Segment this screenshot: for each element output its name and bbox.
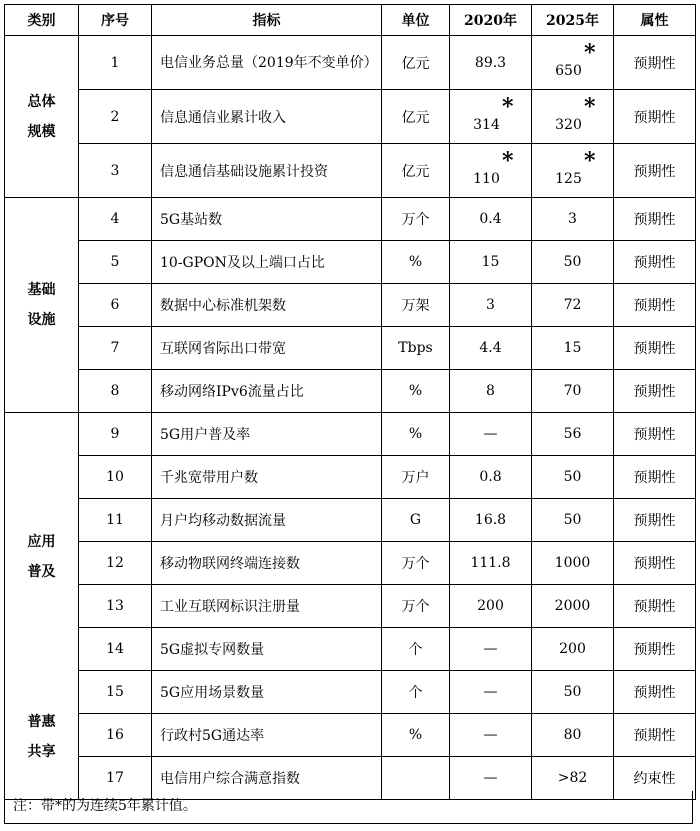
- category-scale: 总体 规模: [5, 36, 79, 198]
- category-share-label: 普惠 共享: [27, 714, 56, 760]
- cell-indicator: 月户均移动数据流量: [152, 499, 382, 542]
- cell-attribute: 预期性: [614, 370, 696, 413]
- cell-unit: 万户: [382, 456, 450, 499]
- cell-indicator: 5G虚拟专网数量: [152, 628, 382, 671]
- star-marker: *: [584, 148, 596, 174]
- cell-2020: 200: [450, 585, 532, 628]
- cell-2025: 15: [532, 327, 614, 370]
- cell-2020: 8: [450, 370, 532, 413]
- cell-number: 5: [79, 241, 152, 284]
- cell-2020: 15: [450, 241, 532, 284]
- header-2020: 2020年: [450, 5, 532, 36]
- value-text: 650: [555, 62, 582, 79]
- cell-unit: 万个: [382, 585, 450, 628]
- indicator-table: [4, 4, 696, 800]
- value-text: 110: [473, 170, 500, 187]
- cell-number: 13: [79, 585, 152, 628]
- cell-indicator: 互联网省际出口带宽: [152, 327, 382, 370]
- cell-attribute: 预期性: [614, 628, 696, 671]
- cell-2020: 16.8: [450, 499, 532, 542]
- table-row: [5, 671, 696, 714]
- cell-unit: 亿元: [382, 36, 450, 90]
- cell-number: 3: [79, 144, 152, 198]
- cell-unit: 万个: [382, 542, 450, 585]
- cell-2025: 2000: [532, 585, 614, 628]
- cell-indicator: 电信用户综合满意指数: [152, 757, 382, 800]
- category-application: [5, 413, 79, 800]
- cell-unit: 亿元: [382, 144, 450, 198]
- header-2025: 2025年: [532, 5, 614, 36]
- cell-attribute: 预期性: [614, 499, 696, 542]
- cell-attribute: 预期性: [614, 585, 696, 628]
- cell-2020: —: [450, 714, 532, 757]
- cell-2025: [532, 144, 614, 198]
- cell-number: 11: [79, 499, 152, 542]
- cell-number: 14: [79, 628, 152, 671]
- cell-attribute: 预期性: [614, 36, 696, 90]
- cell-attribute: 预期性: [614, 241, 696, 284]
- cell-unit: 个: [382, 628, 450, 671]
- cell-2025: [532, 36, 614, 90]
- cell-number: 6: [79, 284, 152, 327]
- header-number: 序号: [79, 5, 152, 36]
- cell-number: 10: [79, 456, 152, 499]
- cell-2025: 80: [532, 714, 614, 757]
- value-text: 314: [473, 116, 500, 133]
- cell-2020: —: [450, 671, 532, 714]
- cell-2025: 70: [532, 370, 614, 413]
- cell-2020: 111.8: [450, 542, 532, 585]
- cell-attribute: 预期性: [614, 456, 696, 499]
- cell-2020: —: [450, 628, 532, 671]
- table-row: [5, 714, 696, 757]
- cell-2020: —: [450, 413, 532, 456]
- cell-attribute: 约束性: [614, 757, 696, 800]
- table-row: [5, 413, 696, 456]
- cell-2025: 50: [532, 241, 614, 284]
- cell-indicator: 信息通信基础设施累计投资: [152, 144, 382, 198]
- cell-attribute: 预期性: [614, 144, 696, 198]
- cell-2020: 4.4: [450, 327, 532, 370]
- cell-2020: [450, 144, 532, 198]
- cell-indicator: 千兆宽带用户数: [152, 456, 382, 499]
- table-row: [5, 241, 696, 284]
- cell-indicator: 电信业务总量（2019年不变单价）: [152, 36, 382, 90]
- cell-unit: %: [382, 413, 450, 456]
- cell-attribute: 预期性: [614, 284, 696, 327]
- cell-attribute: 预期性: [614, 413, 696, 456]
- table-row: [5, 284, 696, 327]
- cell-unit: 亿元: [382, 90, 450, 144]
- cell-indicator: 10-GPON及以上端口占比: [152, 241, 382, 284]
- cell-2025: 50: [532, 456, 614, 499]
- cell-unit: 个: [382, 671, 450, 714]
- cell-number: 15: [79, 671, 152, 714]
- cell-indicator: 5G应用场景数量: [152, 671, 382, 714]
- cell-2025: 200: [532, 628, 614, 671]
- cell-unit: G: [382, 499, 450, 542]
- table-row: [5, 370, 696, 413]
- header-unit: 单位: [382, 5, 450, 36]
- table-row: [5, 36, 696, 90]
- category-infrastructure: 基础 设施: [5, 198, 79, 413]
- cell-indicator: 5G用户普及率: [152, 413, 382, 456]
- cell-unit: 万架: [382, 284, 450, 327]
- star-marker: *: [584, 94, 596, 120]
- cell-2025: 3: [532, 198, 614, 241]
- cell-number: 1: [79, 36, 152, 90]
- table-row: [5, 456, 696, 499]
- cell-indicator: 数据中心标准机架数: [152, 284, 382, 327]
- cell-indicator: 移动物联网终端连接数: [152, 542, 382, 585]
- table-row: [5, 327, 696, 370]
- cell-number: 16: [79, 714, 152, 757]
- star-marker: *: [584, 40, 596, 66]
- table-row: [5, 628, 696, 671]
- cell-indicator: 5G基站数: [152, 198, 382, 241]
- table-row: [5, 144, 696, 198]
- cell-2025: [532, 90, 614, 144]
- cell-number: 12: [79, 542, 152, 585]
- header-indicator: 指标: [152, 5, 382, 36]
- cell-number: 8: [79, 370, 152, 413]
- cell-unit: %: [382, 241, 450, 284]
- header-category: 类别: [5, 5, 79, 36]
- cell-unit: %: [382, 370, 450, 413]
- cell-indicator: 工业互联网标识注册量: [152, 585, 382, 628]
- table-row: [5, 585, 696, 628]
- cell-2025: 1000: [532, 542, 614, 585]
- cell-indicator: 移动网络IPv6流量占比: [152, 370, 382, 413]
- cell-attribute: 预期性: [614, 327, 696, 370]
- cell-indicator: 信息通信业累计收入: [152, 90, 382, 144]
- footnote: 注：带*的为连续5年累计值。: [4, 791, 693, 824]
- cell-attribute: 预期性: [614, 542, 696, 585]
- cell-attribute: 预期性: [614, 198, 696, 241]
- table-row: [5, 542, 696, 585]
- cell-2025: 56: [532, 413, 614, 456]
- value-text: 320: [555, 116, 582, 133]
- cell-2025: 50: [532, 671, 614, 714]
- category-application-label: 应用 普及: [27, 534, 56, 580]
- cell-2025: >82: [532, 757, 614, 800]
- cell-2020: 0.4: [450, 198, 532, 241]
- cell-attribute: 预期性: [614, 714, 696, 757]
- cell-2025: 50: [532, 499, 614, 542]
- header-attribute: 属性: [614, 5, 696, 36]
- cell-2020: —: [450, 757, 532, 800]
- cell-2020: 89.3: [450, 36, 532, 90]
- cell-indicator: 行政村5G通达率: [152, 714, 382, 757]
- cell-number: 7: [79, 327, 152, 370]
- cell-2025: 72: [532, 284, 614, 327]
- cell-unit: %: [382, 714, 450, 757]
- cell-number: 17: [79, 757, 152, 800]
- cell-attribute: 预期性: [614, 90, 696, 144]
- cell-2020: 3: [450, 284, 532, 327]
- cell-unit: Tbps: [382, 327, 450, 370]
- cell-number: 9: [79, 413, 152, 456]
- table-row: [5, 90, 696, 144]
- cell-unit: 万个: [382, 198, 450, 241]
- star-marker: *: [502, 148, 514, 174]
- table-row: [5, 499, 696, 542]
- cell-number: 2: [79, 90, 152, 144]
- table-row: [5, 198, 696, 241]
- cell-number: 4: [79, 198, 152, 241]
- cell-2020: 0.8: [450, 456, 532, 499]
- header-row: [5, 5, 696, 36]
- cell-2020: [450, 90, 532, 144]
- value-text: 125: [555, 170, 582, 187]
- cell-attribute: 预期性: [614, 671, 696, 714]
- star-marker: *: [502, 94, 514, 120]
